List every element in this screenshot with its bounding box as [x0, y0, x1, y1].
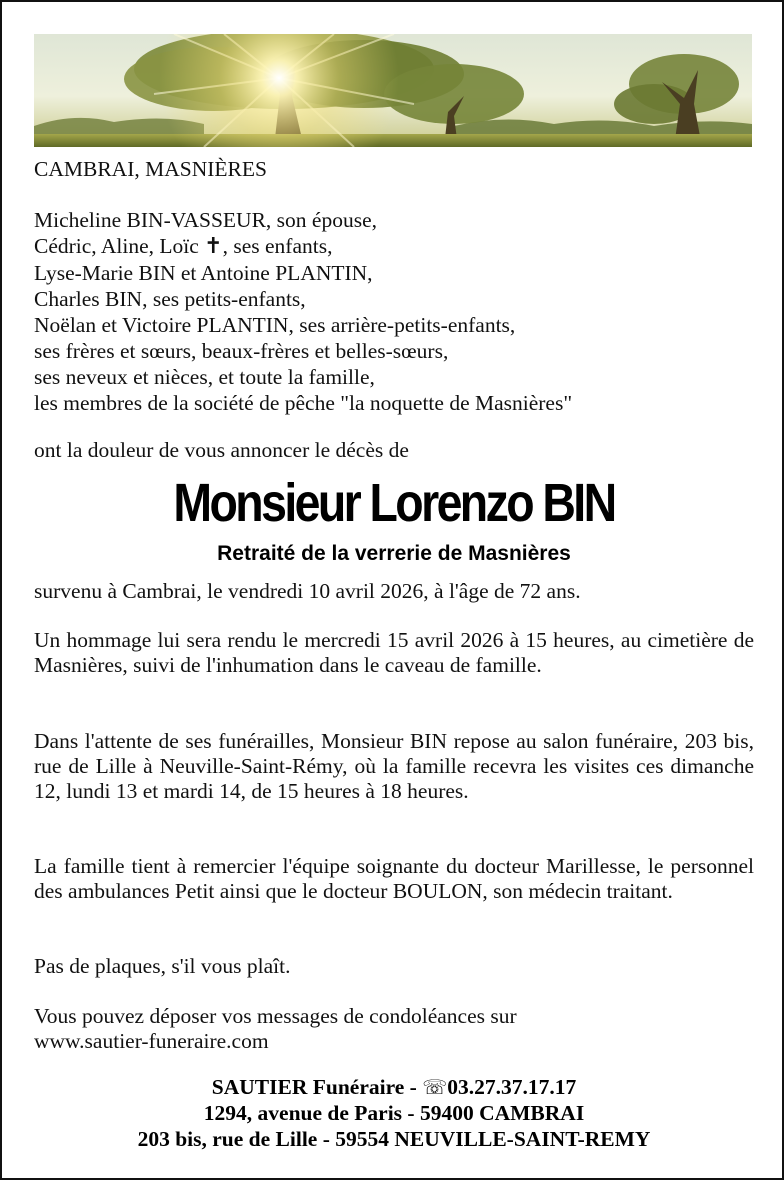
mourner-text: Cédric, Aline, Loïc: [34, 234, 205, 258]
mourner-text: , ses enfants,: [222, 234, 333, 258]
no-plaques-paragraph: Pas de plaques, s'il vous plaît.: [34, 954, 291, 978]
mourners-list: [34, 207, 572, 416]
sunlit-trees-photo: [34, 34, 752, 147]
mourner-line: [34, 233, 572, 260]
phone-number[interactable]: 03.27.37.17.17: [447, 1075, 577, 1099]
deceased-role: Retraité de la verrerie de Masnières: [217, 542, 571, 565]
mourner-line: Charles BIN, ses petits-enfants,: [34, 287, 306, 311]
condolences-text: Vous pouvez déposer vos messages de condoléances sur: [34, 1004, 517, 1028]
thanks-paragraph: La famille tient à remercier l'équipe soignante du docteur Marillesse, le personnel des ambulances Petit ainsi que le docteur BOULON, son médecin traitant.: [34, 854, 754, 903]
footer-address-neuville: 203 bis, rue de Lille - 59554 NEUVILLE-SAINT-REMY: [137, 1127, 651, 1151]
funeral-home-footer: [2, 1074, 784, 1152]
condolences-website-link[interactable]: www.sautier-funeraire.com: [34, 1029, 269, 1053]
wake-paragraph: Dans l'attente de ses funérailles, Monsieur BIN repose au salon funéraire, 203 bis, rue de Lille à Neuville-Saint-Rémy, où la famille recevra les visites ces dimanche 12, lundi 13 et mardi 14, de 15 heures à 18 heures.: [34, 729, 754, 803]
location-header: CAMBRAI, MASNIÈRES: [34, 157, 267, 181]
mourner-line: Noëlan et Victoire PLANTIN, ses arrière-petits-enfants,: [34, 313, 516, 337]
company-name: SAUTIER Funéraire -: [211, 1075, 423, 1099]
footer-address-cambrai: 1294, avenue de Paris - 59400 CAMBRAI: [203, 1101, 585, 1125]
deceased-name: Monsieur Lorenzo BIN: [173, 473, 615, 533]
mourner-line: Lyse-Marie BIN et Antoine PLANTIN,: [34, 261, 373, 285]
phone-icon: ☏: [422, 1075, 448, 1099]
condolences-paragraph: [34, 1004, 754, 1054]
mourner-line: les membres de la société de pêche "la noquette de Masnières": [34, 391, 573, 415]
banner-image: [34, 34, 752, 147]
footer-company-line: [2, 1074, 784, 1100]
announcement-text: ont la douleur de vous annoncer le décès de: [34, 438, 409, 462]
death-details: survenu à Cambrai, le vendredi 10 avril 2026, à l'âge de 72 ans.: [34, 579, 581, 603]
cross-icon: ✝: [204, 234, 223, 259]
mourner-line: ses frères et sœurs, beaux-frères et belles-sœurs,: [34, 339, 449, 363]
tribute-paragraph: Un hommage lui sera rendu le mercredi 15 avril 2026 à 15 heures, au cimetière de Masnières, suivi de l'inhumation dans le caveau de famille.: [34, 628, 754, 677]
mourner-line: ses neveux et nièces, et toute la famille,: [34, 365, 375, 389]
mourner-line: Micheline BIN-VASSEUR, son épouse,: [34, 208, 377, 232]
